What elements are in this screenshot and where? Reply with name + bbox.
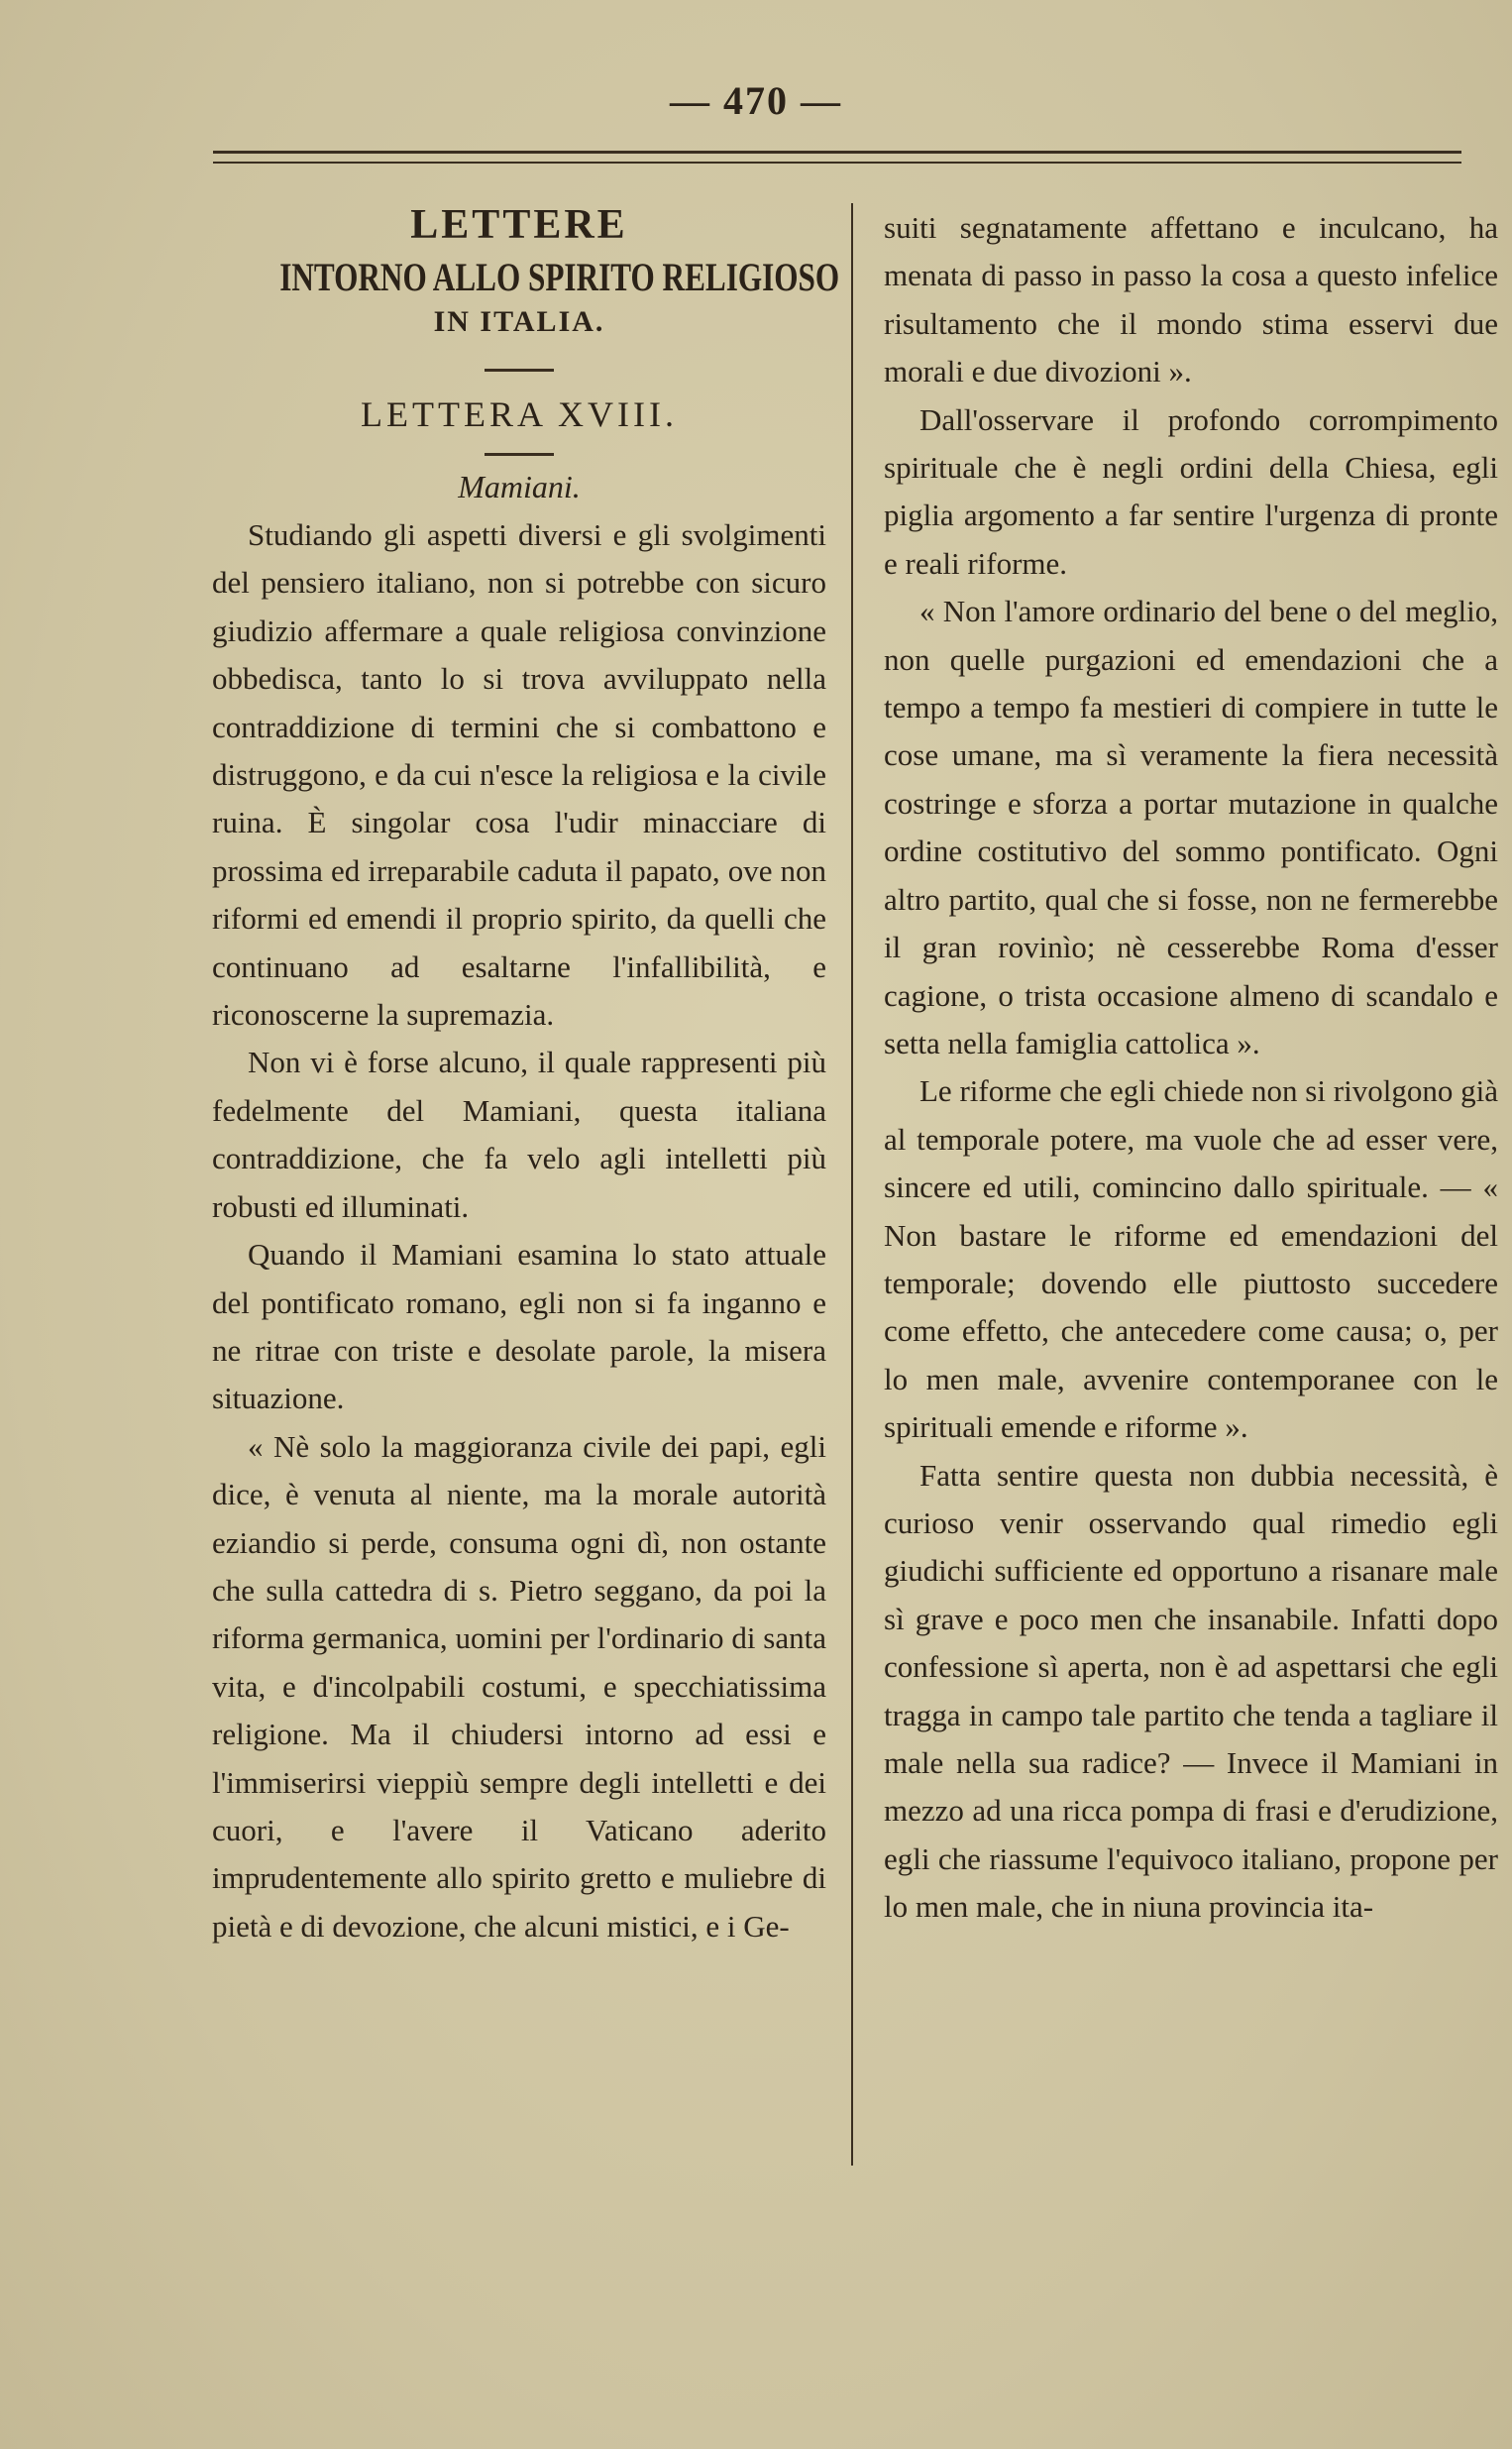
header-rule [213,151,1461,164]
section-subtitle-line1: INTORNO ALLO SPIRITO RELIGIOSO [279,255,840,299]
paragraph: Quando il Mamiani esamina lo stato attuale del pontificato romano, egli non si fa inganno e ne ritrae con triste e desolate parole, la misera situazione. [212,1237,826,1416]
letter-number: LETTERA XVIII. [361,394,678,434]
paragraph: Studiando gli aspetti diversi e gli svolgimenti del pensiero italiano, non si potrebbe con sicuro giudizio affermare a quale religiosa convinzione obbedisca, tanto lo si trova avviluppato nella contraddizione di termini che si combattono e distruggono, e da cui n'esce la religiosa e la civile ruina. È singolar cosa l'udir minacciare di prossima ed irreparabile caduta il papato, ove non riformi ed emendi il proprio spirito, da quelli che continuano ad esaltarne l'infallibilità, e riconoscerne la supremazia. [212,517,826,1033]
right-column [884,204,1498,1932]
paragraph: Dall'osservare il profondo corrompimento spirituale che è negli ordini della Chiesa, egli piglia argomento a far sentire l'urgenza di pronte e reali riforme. [884,401,1498,581]
left-column [212,188,840,1950]
paragraph: « Nè solo la maggioranza civile dei papi, egli dice, è venuta al niente, ma la morale autorità eziandio si perde, consuma ogni dì, non ostante che sulla cattedra di s. Pietro seggano, da poi la riforma germanica, uomini per l'ordinario di santa vita, e d'incolpabili costumi, e specchiatissima religione. Ma il chiudersi intorno ad essi e l'immiserirsi vieppiù sempre degli intelletti e dei cuori, e l'avere il Vaticano aderito imprudentemente allo spirito gretto e muliebre di pietà e di devozione, che alcuni mistici, e i Ge- [212,1428,826,1944]
paragraph: Le riforme che egli chiede non si rivolgono già al temporale potere, ma vuole che ad esser vere, sincere ed utili, comincino dallo spirituale. — « Non bastare le riforme ed emendazioni del temporale; dovendo elle piuttosto succedere come effetto, che antecedere come causa; o, per lo men male, avvenire contemporanee con le spirituali emende e riforme ». [884,1073,1498,1445]
short-rule [485,369,554,372]
letter-subject: Mamiani. [458,469,581,504]
paragraph: suiti segnatamente affettano e inculcano, ha menata di passo in passo la cosa a questo infelice risultamento che il mondo stima esservi due morali e due divozioni ». [884,210,1498,390]
paragraph: « Non l'amore ordinario del bene o del meglio, non quelle purgazioni ed emendazioni che a tempo a tempo fa mestieri di compiere in tutte le cose umane, ma sì veramente la fiera necessità costringe e sforza a portar mutazione in qualche ordine costitutivo del sommo pontificato. Ogni altro partito, qual che si fosse, non ne fermerebbe il gran rovinìo; nè cesserebbe Roma d'esser cagione, o trista occasione almeno di scandalo e setta nella famiglia cattolica ». [884,594,1498,1060]
page-number: — 470 — [670,78,842,123]
paragraph: Fatta sentire questa non dubbia necessità, è curioso venir osservando qual rimedio egli giudichi sufficiente ed opportuno a risanare male sì grave e poco men che insanabile. Infatti dopo confessione sì aperta, non è ad aspettarsi che egli tragga in campo tale partito che tenda a tagliare il male nella sua radice? — Invece il Mamiani in mezzo ad una ricca pompa di frasi e d'erudizione, egli che riassume l'equivoco italiano, propone per lo men male, che in niuna provincia ita- [884,1457,1498,1925]
column-divider [851,203,853,2166]
section-subtitle-line2: IN ITALIA. [433,305,605,338]
paragraph: Non vi è forse alcuno, il quale rappresenti più fedelmente del Mamiani, questa italiana contraddizione, che fa velo agli intelletti più robusti ed illuminati. [212,1045,826,1224]
short-rule [485,453,554,456]
section-title: LETTERE [410,202,628,248]
